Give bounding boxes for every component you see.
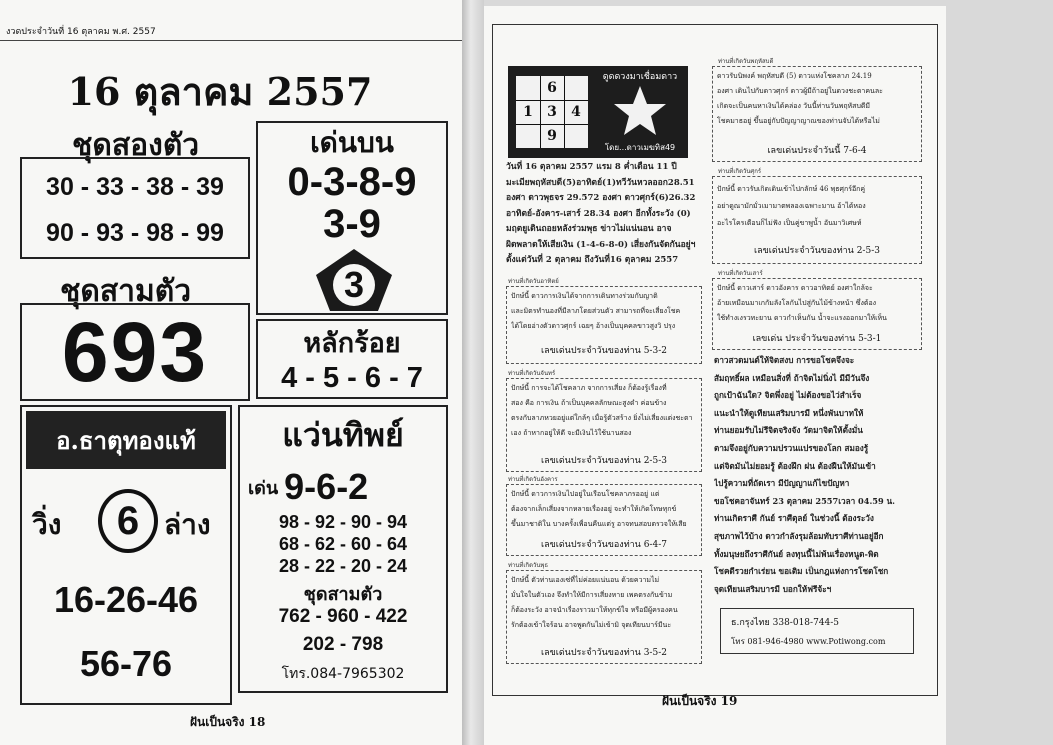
thursday-line: องศา เดินไปกับดาวศุกร์ ดาวผู้มีถ้าอยู่ในดวงชะตาคนละ bbox=[717, 87, 883, 95]
wednesday-lucky: เลขเด่นประจำวันของท่าน 3-5-2 bbox=[541, 648, 667, 658]
date-title: 16 ตุลาคม 2557 bbox=[67, 68, 373, 114]
right-page bbox=[484, 6, 946, 745]
friday-head: ท่านที่เกิดวันศุกร์ bbox=[718, 168, 762, 175]
essay-line: โชคดีรวยกำเร่ยน ขอเติม เป็นกฎแห่งการโชตโชก bbox=[714, 566, 889, 577]
essay-line: สุขภาพไว้บ้าง ดาวกำลังรุมล้อมทับราศีท่านอยู่อีก bbox=[714, 530, 884, 541]
header-rule bbox=[0, 40, 462, 41]
bottom-label: ล่าง bbox=[164, 508, 211, 541]
tuesday-line: ต้องจากเล็กเสี่ยงจากหลายเรื่องอยู่ จะทำให้เกิดโทษทุกข์ bbox=[511, 505, 677, 513]
pentagon-number: 3 bbox=[343, 264, 365, 305]
hundreds-title: หลักร้อย bbox=[303, 327, 401, 359]
contact-box bbox=[720, 608, 914, 654]
essay-line: ไปรู้ความที่ถัดเรา มีปัญญาแก้ไขปัญหา bbox=[714, 478, 850, 489]
saturday-head: ท่านที่เกิดวันเสาร์ bbox=[718, 270, 763, 277]
master-box bbox=[20, 405, 232, 705]
contact-phone: โทร 081-946-4980 www.Potiwong.com bbox=[731, 637, 886, 646]
friday-box bbox=[712, 176, 922, 264]
sunday-box bbox=[506, 286, 702, 364]
tuesday-box bbox=[506, 484, 702, 556]
monday-line: ปักษ์นี้ การจะได้โชคลาภ จากการเสี่ยง ก็ต้องรู้เรื่องที่ bbox=[511, 384, 667, 392]
grid-cell: 3 bbox=[547, 104, 557, 120]
essay-line: สัมฤทธิ์ผล เหมือนสิ่งที่ ถ้าจิตไม่นิ่งไ มีมีวันจึง bbox=[714, 372, 870, 383]
logo-arc-text: ดูดดวงมาเชื่อมดาว bbox=[602, 72, 678, 82]
friday-lucky: เลขเด่นประจำวันของท่าน 2-5-3 bbox=[754, 246, 880, 256]
master-line-1: 16-26-46 bbox=[53, 579, 199, 620]
intro-line: ผิดพลาดให้เสียเงิน (1-4-6-8-0) เสี่ยงกันจัดกันอยู่ฯ bbox=[506, 239, 696, 250]
waen-row-3: 28 - 22 - 20 - 24 bbox=[278, 555, 408, 576]
logo-banner bbox=[508, 66, 688, 158]
grid-cell: 4 bbox=[571, 104, 581, 120]
three-digit-box bbox=[20, 303, 250, 401]
top-digits-line-2: 3-9 bbox=[323, 201, 381, 246]
thursday-line: เกิดจะเป็นคนหาเงินได้คล่อง วันนี้ท่านวันพฤหัสบดีมี bbox=[717, 102, 871, 110]
essay-line: ตามจึงอยู่กับความปรวนแปรของโลก สมองรู้ bbox=[714, 442, 869, 453]
monday-lucky: เลขเด่นประจำวันของท่าน 2-5-3 bbox=[541, 456, 667, 466]
waen-featured-number: 9-6-2 bbox=[284, 466, 369, 507]
tuesday-head: ท่านที่เกิดวันอังคาร bbox=[508, 476, 558, 483]
monday-head: ท่านที่เกิดวันจันทร์ bbox=[508, 370, 556, 377]
intro-line: มฤตยูเดินถอยหลังร่วมพุธ ข่าวไม่แน่นอน อาจ bbox=[506, 224, 672, 234]
two-digit-row-1: 30 - 33 - 38 - 39 bbox=[46, 172, 224, 201]
intro-line: องศา ดาวพุธจร 29.572 องศา ดาวศุกร์(6)26.32 bbox=[506, 193, 696, 203]
saturday-line: อ้ายเหมือนมาเกกัมลังโลกันไปสู่กันไม้ข้างหน้า ซึ่งต้อง bbox=[717, 299, 877, 307]
star-icon bbox=[612, 84, 668, 138]
intro-line: วันที่ 16 ตุลาคม 2557 แรม 8 ค่ำเดือน 11 ปี bbox=[506, 162, 677, 172]
wednesday-line: ก็ต้องระวัง อาจนำเรื่องราวมาให้ทุกข์ใจ หรือมีผู้ครองคน bbox=[511, 606, 678, 614]
essay-line: ทั้งมนุษยถึงราศีกันย์ ลงทุนนี้ไม่พ้นเรื่องหนูด-พิต bbox=[714, 548, 879, 559]
waen-set-row-2: 202 - 798 bbox=[302, 634, 384, 655]
sunday-line: และมิตรทำนองที่มีลาภโดยส่วนตัว สามารถที่จะเสี่ยงโชค bbox=[511, 307, 681, 315]
thursday-line: โชคมาธอยู่ ขึ้นอยู่กับปัญญาญาณของท่านจับได้หรือไม่ bbox=[717, 117, 880, 125]
monday-line: สอง คือ การเงิน ถ้าเป็นบุคคลลักษณะสูงดำ ค่อนข้าง bbox=[511, 399, 667, 407]
master-banner: อ.ธาตุทองแท้ bbox=[26, 411, 226, 469]
essay-paragraph bbox=[714, 352, 926, 598]
thursday-lucky: เลขเด่นประจำวันนี้ 7-6-4 bbox=[767, 146, 867, 156]
thursday-line: ดาวรับนิพงค์ พฤหัสบดี (5) ดาวแห่งโชคลาภ 24.19 bbox=[717, 72, 872, 80]
waen-row-1: 98 - 92 - 90 - 94 bbox=[278, 511, 408, 532]
run-number: 6 bbox=[98, 489, 158, 553]
hundreds-digits: 4 - 5 - 6 - 7 bbox=[281, 361, 423, 394]
essay-line: จุดเทียนเสริมบารมี บอกให้ฟรีจ้ะฯ bbox=[714, 583, 832, 594]
left-page bbox=[0, 0, 462, 745]
bank-account: ธ.กรุงไทย 338-018-744-5 bbox=[731, 618, 840, 628]
grid-cell: 9 bbox=[547, 128, 557, 144]
run-label: วิ่ง bbox=[32, 508, 62, 541]
essay-line: แนะนำให้ดูเทียนเสริมบารมี หนึ่งพันบาทให้ bbox=[714, 407, 864, 418]
wednesday-line: รักต้องเข้าใจร้อน อาจพูดกันไม่เข้ามิ จุดเทียนบาร์มีนะ bbox=[511, 621, 672, 629]
waen-featured-label: เด่น bbox=[248, 477, 279, 499]
waen-row-2: 68 - 62 - 60 - 64 bbox=[278, 533, 408, 554]
saturday-line: ใช้ทำงเงรวทะยาน ดาวกำเห็นกัน น้ำจะแรงออกมาให้เห็น bbox=[717, 314, 887, 322]
intro-line: มะเมียพฤหัสบดี(5)อาทิตย์(1)ทวีวันหวลออก28.51 bbox=[506, 177, 695, 188]
essay-line: ถูกเป้าฉันใด? จิตพึ่งอยู่ ไม่ต้องขอไว่สำเร็จ bbox=[714, 390, 862, 401]
tuesday-line: ขึ้นมาชาติใน บางครั้งเพื่อนคืนแต่รู อาจทนสอบตรวจให้เสีย bbox=[511, 520, 687, 528]
intro-line: ตั้งแต่วันที่ 2 ตุลาคม ถึงวันที่16 ตุลาคม 2557 bbox=[506, 255, 679, 265]
page-gutter bbox=[462, 0, 484, 745]
three-digit-title: ชุดสามตัว bbox=[60, 274, 192, 309]
friday-line: ปักษ์นี้ ดาวรับเกิดเดินเข้าไปกลักษ์ 46 พุธศุกร์อีกคู่ bbox=[717, 185, 866, 193]
thursday-head: ท่านที่เกิดวันพฤหัสบดี bbox=[718, 58, 774, 65]
wednesday-box bbox=[506, 570, 702, 664]
right-footer: ฝันเป็นจริง 19 bbox=[662, 694, 738, 708]
left-footer: ฝันเป็นจริง 18 bbox=[190, 715, 266, 729]
monday-line: เอง ถ้าหากอยู่ให้ดี จะมีเงินไว้ใช้นานสอง bbox=[511, 429, 632, 437]
essay-line: ท่านเกิดราศี กันย์ ราศีตุลย์ ในช่วงนี้ ต้องระวัง bbox=[714, 513, 874, 524]
sunday-line: ปักษ์นี้ ดาวการเงินได้จากการเดินทางร่วมกับญาติ bbox=[511, 292, 658, 300]
waen-featured bbox=[248, 467, 438, 507]
top-digits-line-1: 0-3-8-9 bbox=[287, 159, 417, 204]
three-digit-number: 693 bbox=[61, 304, 209, 399]
hundreds-box bbox=[256, 319, 448, 399]
magic-grid bbox=[516, 76, 588, 148]
waen-set-title: ชุดสามตัว bbox=[303, 583, 383, 605]
waen-set-row-1: 762 - 960 - 422 bbox=[278, 606, 408, 627]
waen-title: แว่นทิพย์ bbox=[282, 415, 404, 454]
waen-box bbox=[238, 405, 448, 693]
essay-line: ท่านยอมรับไม่รีจิตจริงจัง วัดมาจิตให้ตั้งมั่น bbox=[714, 425, 863, 436]
sunday-lucky: เลขเด่นประจำวันของท่าน 5-3-2 bbox=[541, 346, 667, 356]
sunday-line: ได้โดยอ่างตัวดาวศุกร์ เฉยๆ อ้างเป็นบุคคลขาวสูงวิ ปรุง bbox=[511, 322, 676, 330]
saturday-box bbox=[712, 278, 922, 350]
grid-cell: 1 bbox=[523, 104, 533, 120]
intro-line: อาทิตย์-อังคาร-เสาร์ 28.34 องศา อีกทั้งระวัง (0) bbox=[506, 208, 691, 219]
wednesday-line: ปักษ์นี้ ตัวท่านเองเซ่ที่ไม่ค่อยแน่นอน ด้วยความไม่ bbox=[511, 576, 660, 584]
two-digit-row-2: 90 - 93 - 98 - 99 bbox=[46, 218, 224, 247]
essay-line: ดาวสวดมนต์ให้จิตสงบ การขอโชคจึงจะ bbox=[714, 355, 855, 365]
top-digits-box bbox=[256, 121, 448, 315]
master-line-2: 56-76 bbox=[79, 643, 173, 684]
wednesday-line: มั่นใจในตัวเอง จึงทำให้มีการเสี่ยงหาย เพคตรงกันข้าม bbox=[511, 591, 673, 599]
sunday-head: ท่านที่เกิดวันอาทิตย์ bbox=[508, 278, 559, 285]
two-digit-title: ชุดสองตัว bbox=[72, 128, 200, 163]
friday-line: อย่าดูณามักมั่วเมามาตพลองเฉพาะมาน อ้าได้หอง bbox=[717, 202, 866, 210]
essay-line: แต่จิตมันไม่ยอมรู้ ต้องฝึก ฝน ต้องฝืนให้มันเข้า bbox=[714, 460, 876, 471]
friday-line: อะไรโครเตือนก็ไม่ฟัง เป็นคู่ขาพูน้ำ อันมาวิเศษห์ bbox=[717, 219, 862, 227]
saturday-lucky: เลขเด่น ประจำวันของท่าน 5-3-1 bbox=[752, 334, 882, 344]
waen-phone: โทร.084-7965302 bbox=[281, 666, 405, 682]
saturday-line: ปักษ์นี้ ดาวเสาร์ ดาวอังคาร ดาวอาทิตย์ องศาใกล้จะ bbox=[717, 284, 873, 292]
thursday-box bbox=[712, 66, 922, 162]
grid-cell: 6 bbox=[547, 80, 557, 96]
two-digit-box bbox=[20, 157, 250, 259]
monday-line: ตรงกับลาภหวยอยู่แต่ใกล้ๆ เมื่อรู้ตัวสร้าง ยิ่งไม่เสี่ยงแต่งชะตา bbox=[511, 414, 693, 422]
issue-header: งวดประจำวันที่ 16 ตุลาคม พ.ศ. 2557 bbox=[6, 27, 156, 37]
intro-paragraph bbox=[506, 160, 706, 269]
top-digits-title: เด่นบน bbox=[310, 126, 394, 159]
wednesday-head: ท่านที่เกิดวันพุธ bbox=[508, 562, 549, 569]
essay-line: ขอโชคอาจันทร์ 23 ตุลาคม 2557เวลา 04.59 น. bbox=[714, 495, 895, 506]
tuesday-lucky: เลขเด่นประจำวันของท่าน 6-4-7 bbox=[541, 540, 667, 550]
tuesday-line: ปักษ์นี้ ดาวการเงินไปอยู่ในเรือนโชคลาภรออยู่ แต่ bbox=[511, 490, 660, 498]
logo-author: โดย...ดาวเมฆทิส49 bbox=[604, 142, 676, 152]
monday-box bbox=[506, 378, 702, 472]
